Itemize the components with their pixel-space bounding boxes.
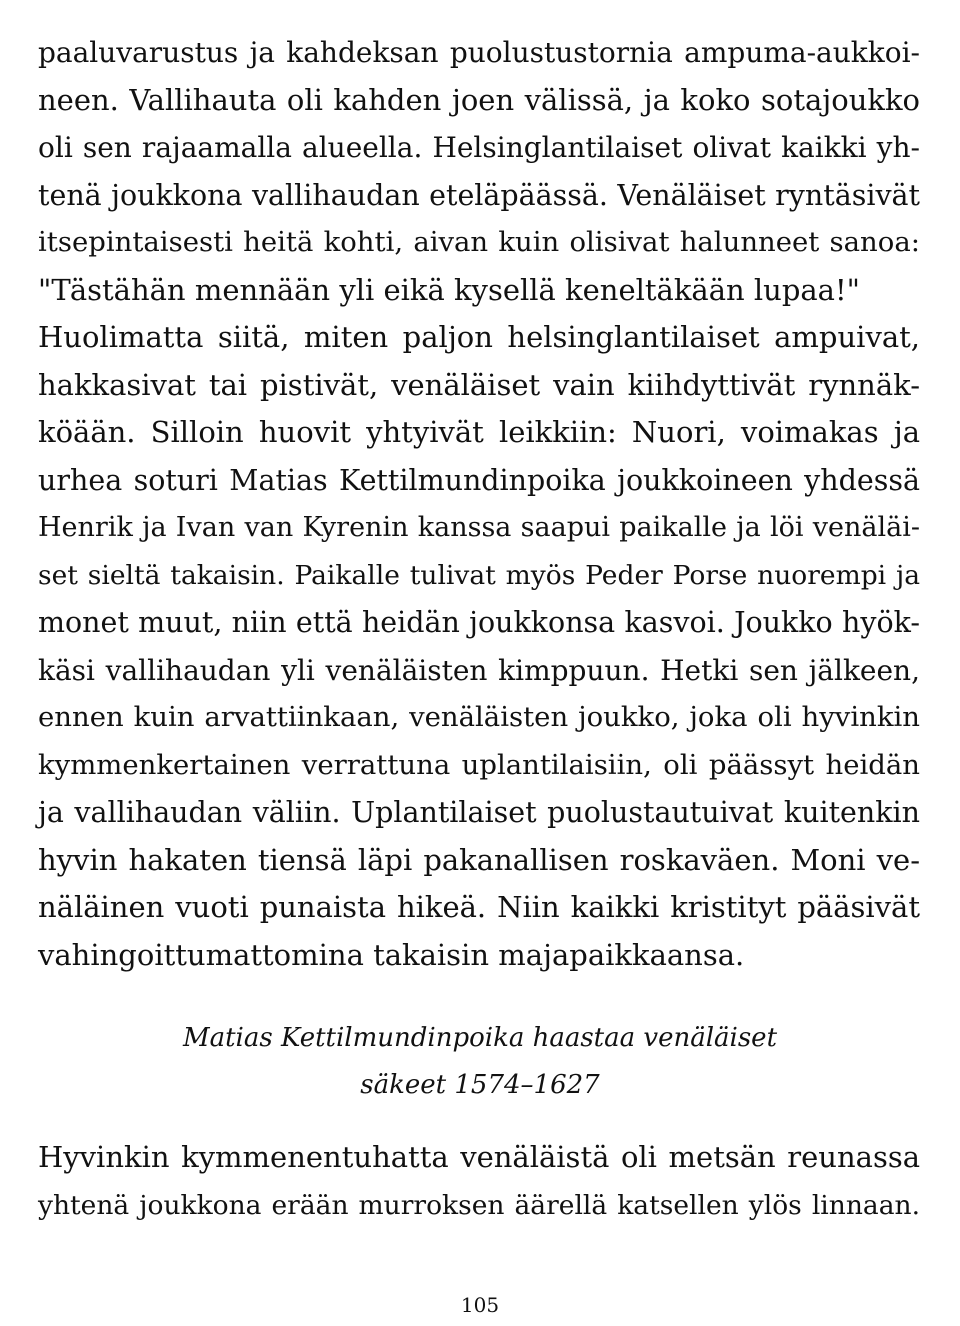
- text-line: vahingoittumattomina takaisin majapaikkaansa.: [38, 937, 745, 972]
- text-line: Henrik ja Ivan van Kyrenin kanssa saapui paikalle ja löi venäläi-: [38, 512, 920, 543]
- text-line: "Tästähän mennään yli eikä kysellä keneltäkään lupaa!": [38, 272, 860, 307]
- text-line: käsi vallihaudan yli venäläisten kimppuun. Hetki sen jälkeen,: [38, 653, 920, 687]
- text-line: hakkasivat tai pistivät, venäläiset vain kiihdyttivät rynnäk-: [38, 367, 920, 402]
- section-title: Matias Kettilmundinpoika haastaa venäläiset: [182, 1023, 778, 1053]
- text-line: kymmenkertainen verrattuna uplantilaisiin, oli päässyt heidän: [38, 748, 920, 781]
- text-line: neen. Vallihauta oli kahden joen välissä, ja koko sotajoukko: [38, 82, 920, 117]
- page-number: 105: [460, 1293, 500, 1317]
- body-paragraph: [38, 1134, 920, 1229]
- section-verses: säkeet 1574–1627: [360, 1070, 600, 1100]
- text-line: ennen kuin arvattiinkaan, venäläisten joukko, joka oli hyvinkin: [38, 701, 920, 733]
- text-line: oli sen rajaamalla alueella. Helsinglantilaiset olivat kaikki yh-: [38, 131, 920, 164]
- text-line: näläinen vuoti punaista hikeä. Niin kaikki kristityt pääsivät: [38, 890, 920, 924]
- text-line: Hyvinkin kymmenentuhatta venäläistä oli metsän reunassa: [38, 1140, 920, 1174]
- text-line: Huolimatta siitä, miten paljon helsinglantilaiset ampuivat,: [38, 320, 920, 354]
- body-paragraph: [38, 29, 920, 979]
- text-line: set sieltä takaisin. Paikalle tulivat myös Peder Porse nuorempi ja: [38, 559, 920, 591]
- text-line: ja vallihaudan väliin. Uplantilaiset puolustautuivat kuitenkin: [38, 796, 920, 829]
- text-line: itsepintaisesti heitä kohti, aivan kuin olisivat halunneet sanoa:: [38, 226, 920, 258]
- text-line: yhtenä joukkona erään murroksen äärellä katsellen ylös linnaan.: [38, 1189, 920, 1221]
- text-line: köään. Silloin huovit yhtyivät leikkiin: Nuori, voimakas ja: [38, 415, 920, 449]
- text-line: hyvin hakaten tiensä läpi pakanallisen roskaväen. Moni ve-: [38, 842, 920, 877]
- text-line: paaluvarustus ja kahdeksan puolustustornia ampuma-aukkoi-: [38, 36, 920, 69]
- text-line: monet muut, niin että heidän joukkonsa kasvoi. Joukko hyök-: [38, 606, 920, 639]
- text-line: urhea soturi Matias Kettilmundinpoika joukkoineen yhdessä: [38, 463, 920, 497]
- text-line: tenä joukkona vallihaudan eteläpäässä. Venäläiset ryntäsivät: [38, 178, 920, 212]
